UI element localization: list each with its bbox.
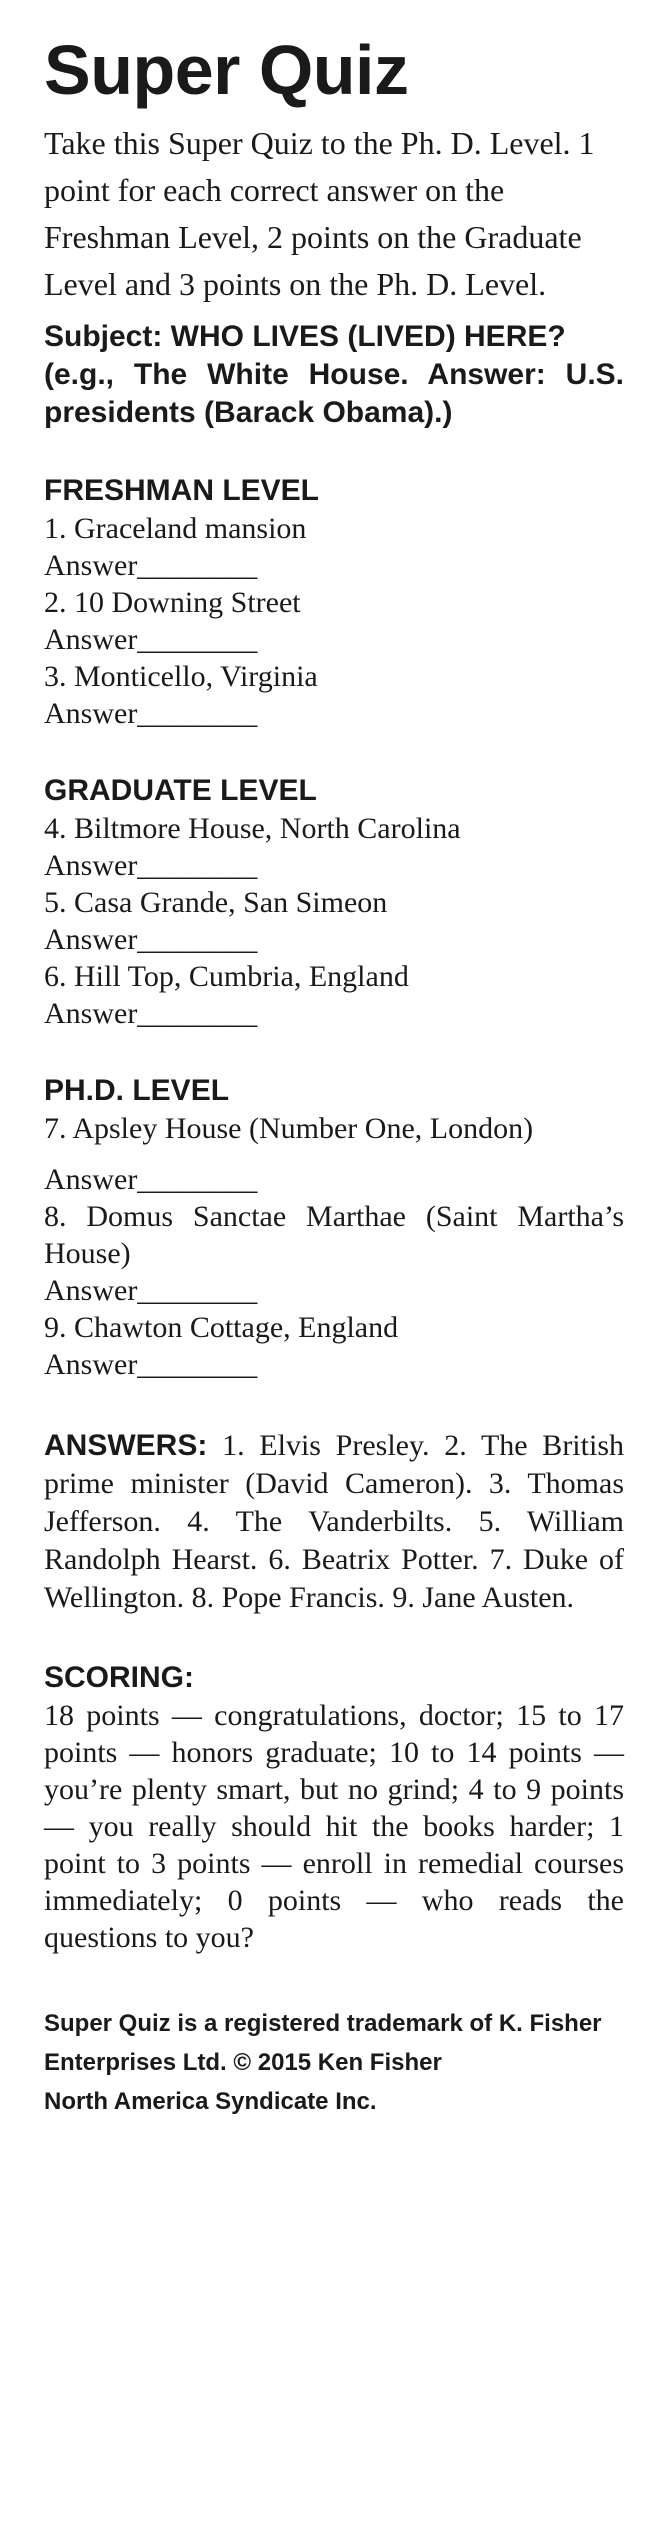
answer-blank: Answer________ [44, 1348, 258, 1381]
answers-label: ANSWERS: [44, 1429, 208, 1462]
answer-blank: Answer________ [44, 849, 258, 882]
subject-block [44, 318, 624, 432]
level-title: PH.D. LEVEL [44, 1074, 230, 1107]
graduate-level [44, 772, 624, 1032]
question-text: 5. Casa Grande, San Simeon [44, 886, 388, 919]
answers-block [44, 1427, 624, 1617]
question-text: 8. Domus Sanctae Marthae (Saint Martha’s House) [44, 1200, 624, 1270]
phd-level [44, 1072, 624, 1383]
subject-example: (e.g., The White House. Answer: U.S. presidents (Barack Obama).) [44, 358, 624, 429]
page-title: Super Quiz [44, 31, 409, 109]
scoring-block [44, 1659, 624, 1956]
answers-text: 1. Elvis Presley. 2. The British prime minister (David Cameron). 3. Thomas Jefferson. 4. The Vanderbilts. 5. William Randolph Hearst. 6. Beatrix Potter. 7. Duke of Wellington. 8. Pope Francis. 9. Jane Austen. [44, 1429, 624, 1614]
question-text: 7. Apsley House (Number One, London) [44, 1112, 534, 1145]
scoring-label: SCORING: [44, 1661, 194, 1694]
answer-blank: Answer________ [44, 997, 258, 1030]
answers-paragraph [44, 1427, 624, 1617]
footer [44, 2004, 624, 2121]
subject-heading: Subject: WHO LIVES (LIVED) HERE? [44, 320, 566, 353]
question-text: 4. Biltmore House, North Carolina [44, 812, 461, 845]
answer-blank: Answer________ [44, 623, 258, 656]
answer-blank: Answer________ [44, 697, 258, 730]
intro-text: Take this Super Quiz to the Ph. D. Level. 1 point for each correct answer on the Freshman Level, 2 points on the Graduate Level and 3 points on the Ph. D. Level. [44, 125, 595, 302]
scoring-text: 18 points — congratulations, doctor; 15 to 17 points — honors graduate; 10 to 14 points — you’re plenty smart, but no grind; 4 to 9 points — you really should hit the books harder; 1 point to 3 points — enroll in remedial courses immediately; 0 points — who reads the questions to you? [44, 1699, 624, 1954]
answer-blank: Answer________ [44, 549, 258, 582]
question-text: 6. Hill Top, Cumbria, England [44, 960, 409, 993]
question-text: 9. Chawton Cottage, England [44, 1311, 399, 1344]
level-title: FRESHMAN LEVEL [44, 474, 320, 507]
syndicate-credit: North America Syndicate Inc. [44, 2088, 377, 2115]
answer-blank: Answer________ [44, 1163, 258, 1196]
question-text: 1. Graceland mansion [44, 512, 307, 545]
answer-blank: Answer________ [44, 1274, 258, 1307]
answer-blank: Answer________ [44, 923, 258, 956]
trademark-notice: Super Quiz is a registered trademark of K. Fisher Enterprises Ltd. © 2015 Ken Fisher [44, 2010, 602, 2076]
question-text: 2. 10 Downing Street [44, 586, 301, 619]
question-text: 3. Monticello, Virginia [44, 660, 318, 693]
freshman-level [44, 472, 624, 732]
quiz-column [44, 28, 624, 2121]
level-title: GRADUATE LEVEL [44, 774, 317, 807]
